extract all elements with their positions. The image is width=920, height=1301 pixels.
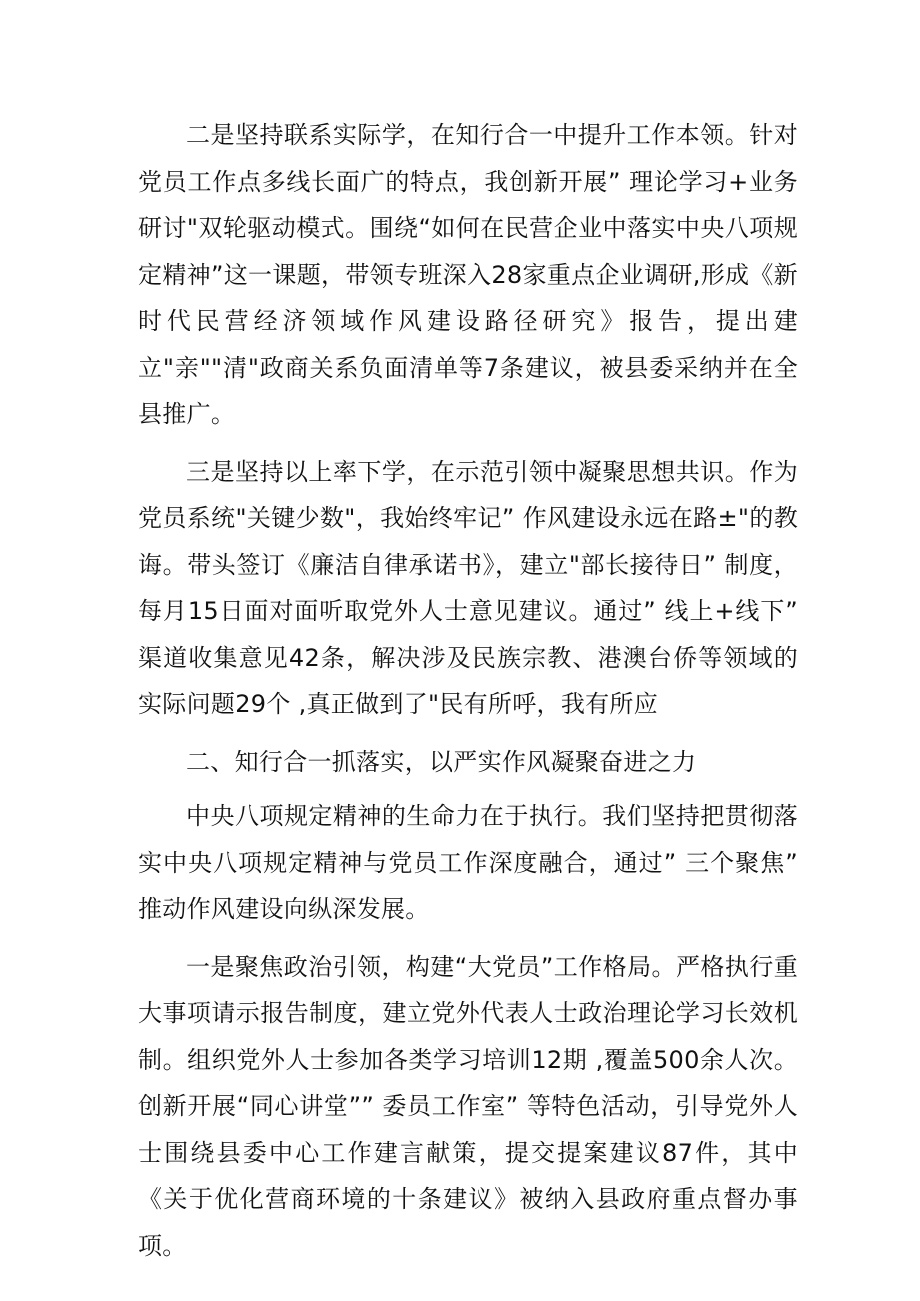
document-body (138, 112, 798, 1280)
paragraph-lead-by-example: 三是坚持以上率下学，在示范引领中凝聚思想共识。作为党员系统"关键少数"，我始终牢记” 作风建设永远在路±"的教诲。带头签订《廉洁自律承诺书》，建立"部长接待日” 制度，每月15日面对面听取党外人士意见建议。通过” 线上+线下” 渠道收集意见42条，解决涉及民族宗教、港澳台侨等领域的实际问题29个 ,真正做到了"民有所呼，我有所应 (138, 457, 798, 718)
paragraph-implementation: 中央八项规定精神的生命力在于执行。我们坚持把贯彻落实中央八项规定精神与党员工作深度融合，通过” 三个聚焦” 推动作风建设向纵深发展。 (138, 802, 798, 923)
section-heading: 二、知行合一抓落实，以严实作风凝聚奋进之力 (186, 747, 697, 776)
paragraph-practice-learning: 二是坚持联系实际学，在知行合一中提升工作本领。针对党员工作点多线长面广的特点，我创新开展” 理论学习+业务研讨"双轮驱动模式。围绕“如何在民营企业中落实中央八项规定精神”这一课题，带领专班深入28家重点企业调研,形成《新时代民营经济领域作风建设路径研究》报告，提出建立"亲""清"政商关系负面清单等7条建议，被县委采纳并在全县推广。 (138, 121, 798, 428)
paragraph-political-guidance: 一是聚焦政治引领，构建“大党员”工作格局。严格执行重大事项请示报告制度，建立党外代表人士政治理论学习长效机制。组织党外人士参加各类学习培训12期 ,覆盖500余人次。创新开展“同心讲堂”” 委员工作室” 等特色活动，引导党外人士围绕县委中心工作建言献策，提交提案建议87件，其中《关于优化营商环境的十条建议》被纳入县政府重点督办事项。 (138, 952, 798, 1260)
